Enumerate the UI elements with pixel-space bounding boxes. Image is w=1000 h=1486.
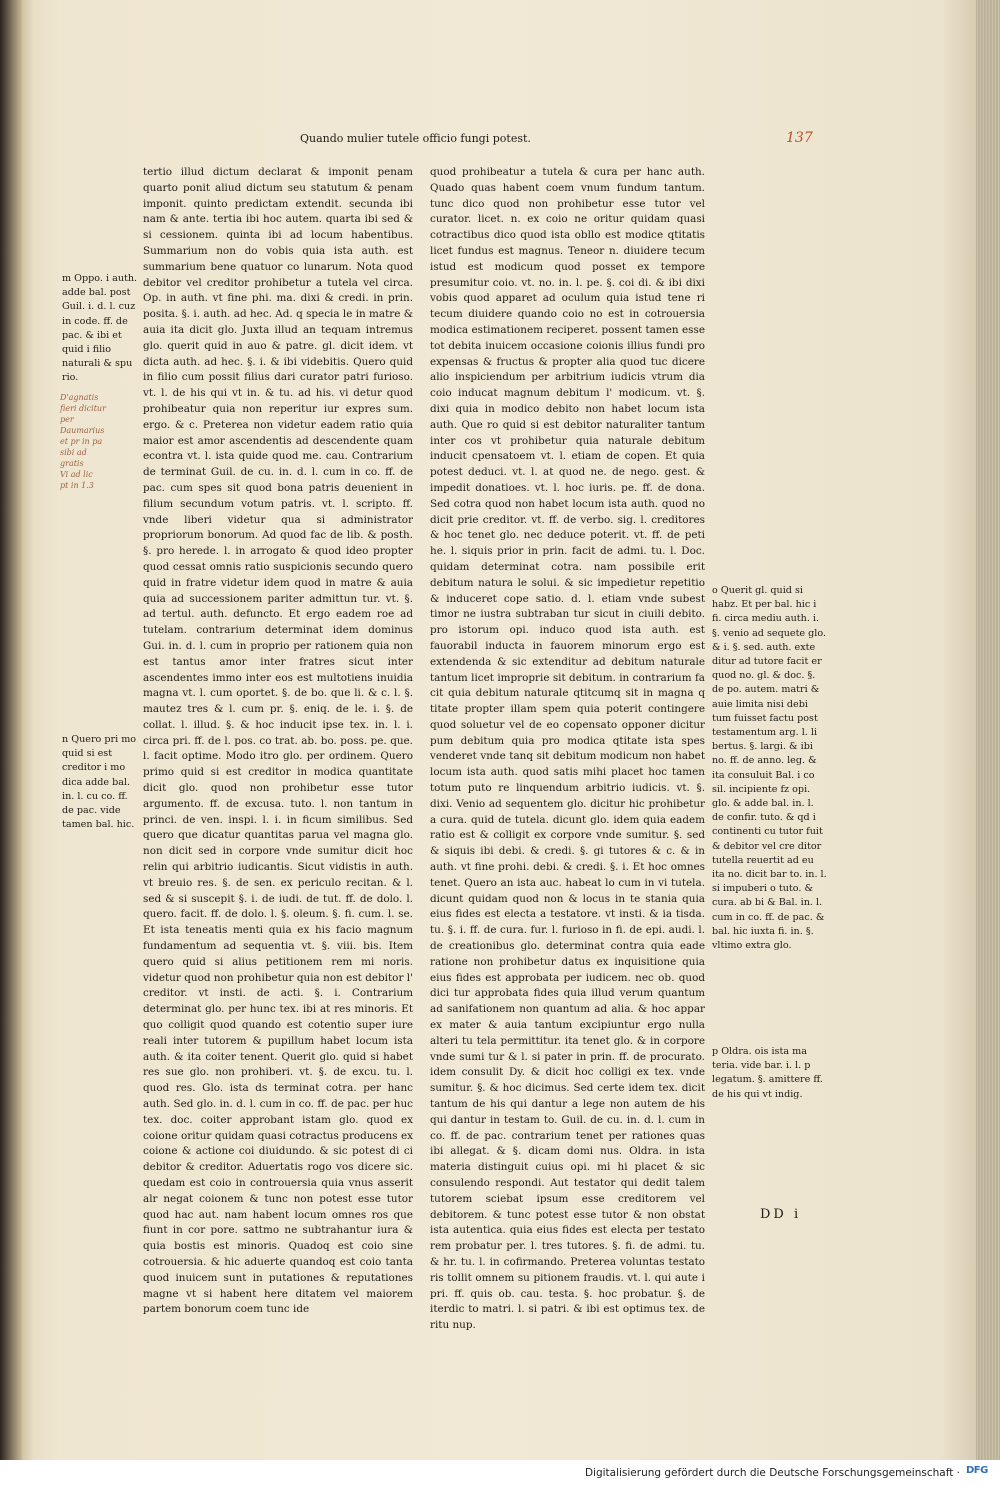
annotation-line: Vi ad lic bbox=[60, 470, 93, 479]
annotation-line: sibi ad bbox=[60, 448, 87, 457]
marginal-note-n: n Quero pri mo quid si est creditor i mo dica adde bal. in. l. cu co. ff. de pac. vide tamen bal. hic. bbox=[62, 734, 137, 831]
annotation-line: pt in 1.3 bbox=[60, 481, 94, 490]
text-column-left: tertio illud dictum declarat & imponit penam quarto ponit aliud dictum seu statutum & penam imponit. quinto predictam extendit. secunda ibi nam & ante. tertia ibi hoc autem. quarta ibi sed & si cessionem. quinta ibi ad locum habentibus. Summarium non do vobis quia ista auth. est summarium bene quatuor co lunarum. Nota quod debitor vel creditor prohibetur a tutela vel circa. Op. in auth. vt fine phi. ma. dixi & credi. in prin. posita. §. i. auth. ad hec. Ad. q specia le in matre & auia ita dicit glo. Juxta illud an tequam intremus glo. querit quid in auo & patre. gl. dicit idem. vt dicta auth. ad hec. §. i. & ibi videbitis. Quero quid in filio cum possit filius dari curator patri furioso. vt. l. de his qui vt in. & tu. ad his. vi detur quod prohibeatur quia non reperitur iur expres sum. ergo. & c. Preterea non videtur eadem ratio quia maior est amor ascendentis ad descendente quam econtra vt. l. ista quide quod me. cau. Contrarium de terminat Guil. de cu. in. d. l. cum in co. ff. de pac. cum spes sit quod bona patris deuenient in filium secundum votum patris. vt. l. scripto. ff. vnde liberi videtur qua si administrator propriorum bonorum. Ad quod fac de lib. & posth. §. pro herede. l. in arrogato & quod ideo propter quod cessat omnis ratio suspicionis secundo quero quid in fratre videtur idem quod in matre & auia quia ad successionem pariter admittun tur. vt. §. ad tertul. auth. defuncto. Et ergo eadem roe ad tutelam. contrarium determinat idem dominus Gui. in. d. l. cum in proprio per rationem quia non est tantus amor inter fratres sicut inter ascendentes immo inter eos est multotiens inuidia magna vt. l. cum oportet. §. de bo. que li. & c. l. §. mautez tres & l. cum pr. §. eniq. de le. i. §. de collat. l. illud. §. & hoc inducit ipse tex. in. l. i. circa pri. ff. de l. pos. co trat. ab. bo. poss. pe. que. l. facit optime. Modo itro glo. per ordinem. Quero primo quid si est creditor in modica quantitate dicit glo. quod non prohibetur esse tutor argumento. ff. de excusa. tuto. l. non tantum in princi. de ven. inspi. l. i. in ficum similibus. Sed quero que dicatur quantitas parua vel magna glo. non dicit sed in corpore vnde sumitur dicit hoc relin qui arbitrio iudicantis. Sicut vidistis in auth. vt breuio res. §. de sen. ex periculo recitan. & l. sed & si suscepit §. i. de iudi. de tut. ff. de dolo. l. quero. facit. ff. de dolo. l. §. oleum. §. fi. cum. l. se. Et ista teneatis menti quia ex his facio magnum fundamentum ad sequentia vt. §. viii. bis. Item quero quid si alius petitionem rem mi noris. videtur quod non prohibetur quia non est debitor l' creditor. vt insti. de acti. §. i. Contrarium determinat glo. per hunc tex. ibi at res minoris. Et quo colligit quod quando est cotentio super iure reali inter tutorem & pupillum habet locum ista auth. & ita coiter tenent. Querit glo. quid si habet res sue glo. non prohiberi. vt. §. de excu. tu. l. quod res. Glo. ista ds terminat cotra. per hanc auth. Sed glo. in. d. l. cum in co. ff. de pac. per huc tex. doc. coiter approbant istam glo. quod ex coione oritur quidam quasi cotractus producens ex coione & actione coi diuidundo. & sic potest di ci debitor & creditor. Aduertatis rogo vos dicere sic. quedam est coio in controuersia quia vnus asserit alr negat coionem & tunc non potest esse tutor quod hac aut. nam habent locum omnes ros que fiunt in cor pore. sattmo ne subtrahantur iura & quia bostis est minoris. Quadoq est coio sine cotrouersia. & hic aduerte quandoq est coio tanta quod inuicem sunt in putationes & reputationes magne vt si habent here ditatem vel maiorem partem bonorum coem tunc ide bbox=[143, 166, 413, 1316]
handwritten-annotation bbox=[60, 392, 118, 512]
annotation-line: fieri dicitur bbox=[60, 404, 106, 413]
marginal-note-m: m Oppo. i auth. adde bal. post Guil. i. d. l. cuz in code. ff. de pac. & ibi et quid i filio naturali & spu rio. bbox=[62, 273, 138, 384]
annotation-line: et pr in pa bbox=[60, 437, 103, 446]
marginal-note-p: p Oldra. ois ista ma teria. vide bar. i. l. p legatum. §. amittere ff. de his qui vt indig. bbox=[712, 1046, 823, 1100]
footer-bar bbox=[0, 1460, 1000, 1486]
page-edges bbox=[976, 0, 1000, 1460]
annotation-line: gratis bbox=[60, 459, 84, 468]
binding-gutter bbox=[0, 0, 22, 1460]
funding-credit: Digitalisierung gefördert durch die Deutsche Forschungsgemeinschaft · bbox=[584, 1467, 960, 1479]
text-column-right: quod prohibeatur a tutela & cura per hanc auth. Quado quas habent coem vnum fundum tantum. tunc dico quod non prohibetur esse tutor vel curator. licet. n. ex coio ne oritur quidam quasi cotractibus dico quod ista obllo est modice qtitatis licet fundus est magnus. Teneor n. diuidere tecum istud est modicum quod posset ex tempore presumitur coio. vt. no. in. l. pe. §. coi di. & ibi dixi vobis quod apparet ad oculum quia istud tene ri tecum diuidere quando coio no est in cotrouersia modica estimationem reciperet. possent tamen esse tot debita inuicem occasione coionis illius fundi pro expensas & fructus & propter alia quod tuc dicere alio inspiciendum per arbitrium iudicis vtrum dia coio inducat magnum debitum l' modicum. vt. §. dixi quia in modico debito non habet locum ista auth. Que ro quid si est debitor naturaliter tantum inter cos vt prohibetur quia naturale debitum inducit cpensatoem vt. l. etiam de copen. Et quia potest deduci. vt. l. at quod ne. de nego. gest. & impedit donatioes. vt. l. hoc iuris. pe. ff. de dona. Sed cotra quod non habet locum ista auth. quod no dicit prie creditor. vt. ff. de verbo. sig. l. creditores & hoc tenet glo. nec deduce poterit. vt. ff. de peti he. l. siquis prior in prin. facit de admi. tu. l. Doc. quidam determinat cotra. nam possibile erit debitum natura le solui. & sic impedietur repetitio & induceret cope satio. d. l. etiam vnde subest timor ne iustra subtraban tur sicut in ciuili debito. pro istorum opi. induco quod ista auth. est fauorabil inducta in fauorem minorum ergo est extendenda & sic extenditur ad debitum naturale tantum licet improprie sit debitum. in contrarium fa cit quia debitum naturale qtitcumq sit in magna q titate propter illam spem quia poterit contingere quod soluetur vel de eo copensato opponer dicitur pum debitum quia pro modica qtitate ista spes venderet vnde tanq sit debitum modicum non habet locum ista auth. quod satis mihi placet hoc tamen totum puto re linquendum arbitrio iudicis. vt. §. dixi. Venio ad sequentem glo. dicitur hic prohibetur a cura. quid de tutela. dicunt glo. idem quia eadem ratio est & colligit ex corpore vnde sumitur. §. sed & siquis ibi debi. & credi. §. gi tutores & c. & in auth. vt fine prohi. debi. & credi. §. i. Et hoc omnes tenet. Quero an ista auc. habeat lo cum in vi tutela. dicunt quidam quod non & locus in te stania quia eius fides est electa a testatore. vt insti. & ia tisda. tu. §. i. ff. de cura. fur. l. furioso in fi. de epi. audi. l. de creationibus glo. determinat contra quia eade ratione non prohibetur datus ex inquisitione quia eius fides est approbata per iudicem. nec ob. quod dici tur approbata fides quia illud verum quantum ad sanifationem non quantum ad alia. & hoc appar ex mater & auia tantum excipiuntur ergo nulla alteri tu tela permittitur. ita tenet glo. & in corpore vnde sumi tur & l. si pater in prin. ff. de procurato. idem consulit Dy. & dicit hoc colligi ex tex. vnde sumitur. §. & hoc dicimus. Sed certe idem tex. dicit tantum de his qui dantur a lege non autem de his qui dantur in testam to. Guil. de cu. in. d. l. cum in co. ff. de pac. contrarium tenet per rationes quas ibi allegat. & §. dicam domi nus. Oldra. in ista materia distinguit cuius opi. mi hi placet & sic consulendo respondi. Aut testator qui dedit talem tutorem sciebat ipsum esse creditorem vel debitorem. & tunc potest esse tutor & non obstat ista autentica. quia eius fides est electa per testato rem probatur per. l. tres tutores. §. fi. de admi. tu. & hr. tu. l. in cofirmando. Preterea voluntas testato ris tollit omnem su pitionem fraudis. vt. l. qui aute i pri. ff. quis ob. cau. testa. §. hoc probatur. §. de iterdic to matri. l. si patri. & ibi est optimus tex. de ritu nup. bbox=[430, 166, 705, 1332]
marginal-note-o: o Querit gl. quid si habz. Et per bal. hic i fi. circa mediu auth. i. §. venio ad sequete glo. & i. §. sed. auth. exte ditur ad tutore facit er quod no. gl. & doc. §. de po. autem. matri & auie limita nisi debi tum fuisset factu post testamentum arg. l. li bertus. §. largi. & ibi no. ff. de anno. leg. & ita consuluit Bal. i co sil. incipiente fz opi. glo. & adde bal. in. l. de confir. tuto. & qd i continenti cu tutor fuit & debitor vel cre ditor tutella reuertit ad eu ita no. dicit bar to. in. l. si impuberi o tuto. & cura. ab bi & Bal. in. l. cum in co. ff. de pac. & bal. hic iuxta fi. in. §. vltimo extra glo. bbox=[712, 585, 827, 952]
signature-mark: DD i bbox=[760, 1207, 802, 1222]
running-head: Quando mulier tutele officio fungi potest. bbox=[300, 132, 531, 145]
dfg-logo: DFG bbox=[966, 1465, 988, 1476]
annotation-line: per Daumarius bbox=[60, 415, 105, 435]
annotation-line: D'agnatis bbox=[60, 393, 99, 402]
folio-number: 137 bbox=[786, 130, 813, 146]
